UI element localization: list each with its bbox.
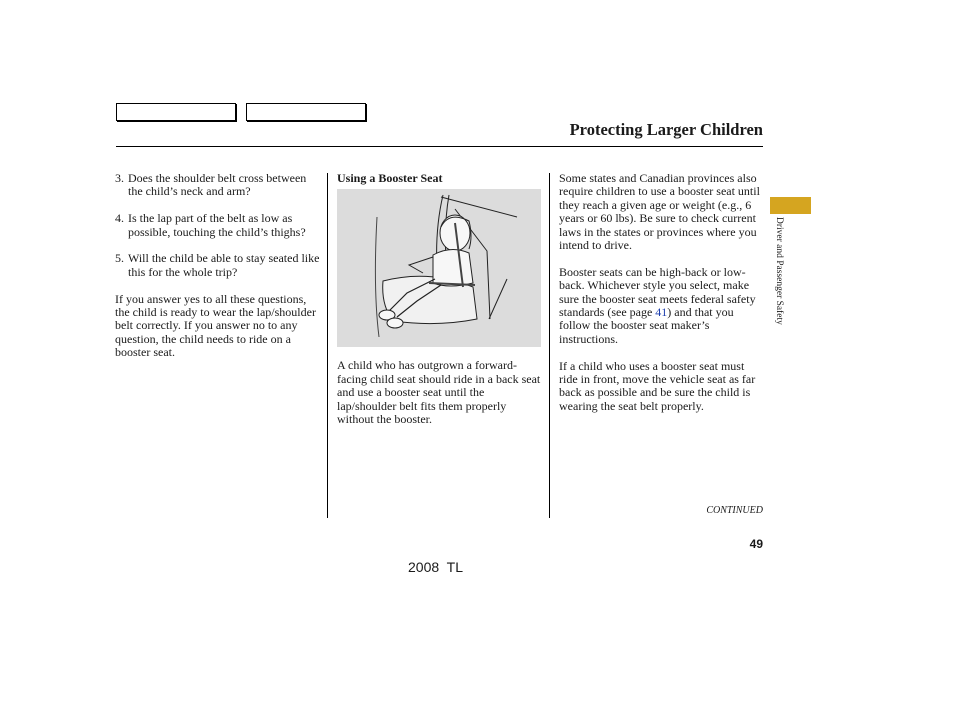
column-divider-1	[327, 173, 328, 518]
section-subheading: Using a Booster Seat	[337, 171, 443, 185]
previous-page-button[interactable]	[116, 103, 236, 121]
readiness-paragraph: If you answer yes to all these questions, the child is ready to wear the lap/shoulder belt correctly. If you answer no to any question, the child needs to ride on a booster seat.	[115, 291, 316, 360]
standards-text-end: ) and that you follow the booster seat maker’s instructions.	[559, 305, 734, 346]
list-item-text: Does the shoulder belt cross between the child’s neck and arm?	[128, 171, 307, 199]
column-divider-2	[549, 173, 550, 518]
column-right	[559, 172, 765, 427]
list-item-number: 5.	[115, 251, 124, 266]
continued-label: CONTINUED	[706, 505, 763, 516]
list-item	[115, 212, 321, 239]
column-left	[115, 172, 321, 373]
page-title: Protecting Larger Children	[569, 120, 763, 139]
list-item	[115, 252, 321, 279]
front-seat-paragraph: If a child who uses a booster seat must ride in front, move the vehicle seat as far back as possible and be sure the child is wearing the seat belt properly.	[559, 358, 756, 413]
section-label: Driver and Passenger Safety	[774, 217, 784, 325]
next-page-button[interactable]	[246, 103, 366, 121]
booster-intro-paragraph: A child who has outgrown a forward-facing child seat should ride in a back seat and use a booster seat until the lap/shoulder belt fits them properly without the booster.	[337, 358, 541, 427]
list-item-text: Is the lap part of the belt as low as possible, touching the child’s thighs?	[128, 211, 306, 239]
column-middle	[337, 172, 543, 440]
list-item-text: Will the child be able to stay seated like this for the whole trip?	[128, 251, 320, 279]
list-item-number: 4.	[115, 211, 124, 226]
list-item-number: 3.	[115, 171, 124, 185]
title-divider	[116, 146, 763, 147]
page-number: 49	[749, 537, 763, 551]
model-label: 2008 TL	[408, 559, 464, 575]
section-tab[interactable]	[770, 197, 811, 214]
list-item	[115, 172, 321, 199]
standards-paragraph	[559, 266, 765, 346]
page-41-link[interactable]: 41	[655, 305, 668, 320]
laws-paragraph: Some states and Canadian provinces also require children to use a booster seat until they reach a given age or weight (e.g., 6 years or 60 lbs). Be sure to check current laws in the states or provinces where you intend to drive.	[559, 171, 760, 253]
booster-seat-illustration	[337, 189, 541, 347]
standards-text: Booster seats can be high-back or low-back. Whichever style you select, make sure the booster seat meets federal safety standards (see page	[559, 264, 756, 320]
